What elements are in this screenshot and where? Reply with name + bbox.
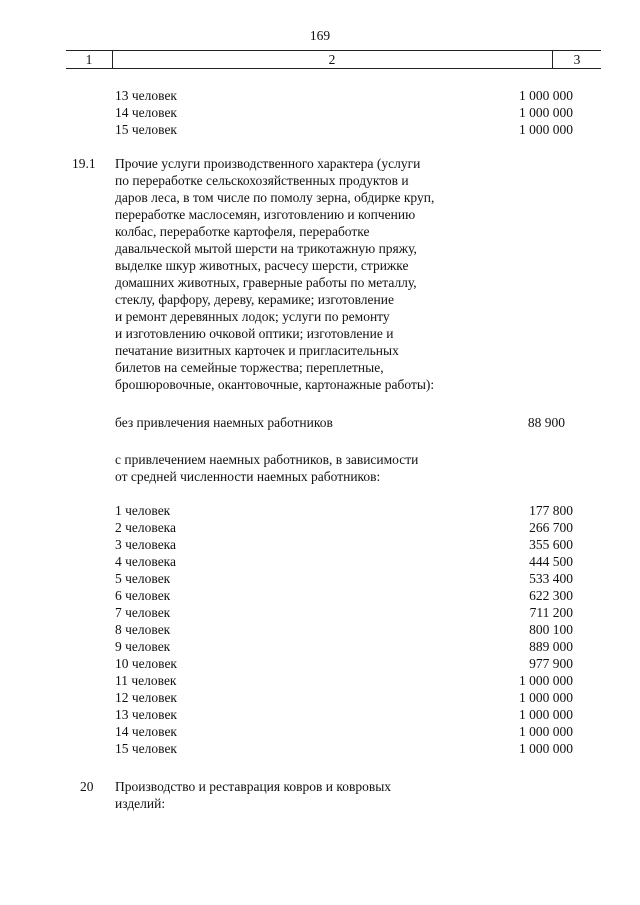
row-value: 266 700 bbox=[529, 520, 573, 535]
table-row bbox=[0, 706, 640, 723]
section-title-line: колбас, переработке картофеля, переработке bbox=[115, 224, 370, 239]
row-value: 1 000 000 bbox=[519, 741, 573, 756]
row-label: 10 человек bbox=[115, 656, 177, 671]
section-19-1-line bbox=[0, 189, 640, 206]
section-title-line: изделий: bbox=[115, 796, 166, 811]
row-label: 5 человек bbox=[115, 571, 171, 586]
row-label: 7 человек bbox=[115, 605, 171, 620]
row-value: 977 900 bbox=[529, 656, 573, 671]
section-19-1-line bbox=[0, 325, 640, 342]
section-title-line: по переработке сельскохозяйственных продуктов и bbox=[115, 173, 409, 188]
with-workers-line bbox=[0, 451, 640, 468]
row-label: 11 человек bbox=[115, 673, 177, 688]
section-title-line: даров леса, в том числе по помолу зерна, обдирке круп, bbox=[115, 190, 435, 205]
row-value: 1 000 000 bbox=[519, 88, 573, 103]
section-title-line: и ремонт деревянных лодок; услуги по ремонту bbox=[115, 309, 390, 324]
paragraph-line: с привлечением наемных работников, в зависимости bbox=[115, 452, 419, 467]
section-title-line: выделке шкур животных, расчесу шерсти, стрижке bbox=[115, 258, 409, 273]
row-value: 355 600 bbox=[529, 537, 573, 552]
row-label: 6 человек bbox=[115, 588, 171, 603]
row-label: 3 человека bbox=[115, 537, 177, 552]
section-19-1-line bbox=[0, 359, 640, 376]
row-label: 15 человек bbox=[115, 741, 177, 756]
row-label: 12 человек bbox=[115, 690, 177, 705]
section-number: 20 bbox=[80, 779, 94, 794]
section-title-line: билетов на семейные торжества; переплетные, bbox=[115, 360, 384, 375]
section-title-line: Производство и реставрация ковров и ковровых bbox=[115, 779, 392, 794]
row-value: 177 800 bbox=[529, 503, 573, 518]
row-value: 711 200 bbox=[529, 605, 573, 620]
table-row bbox=[0, 621, 640, 638]
section-19-1-line bbox=[0, 308, 640, 325]
row-label: 1 человек bbox=[115, 503, 171, 518]
row-label: 4 человека bbox=[115, 554, 177, 569]
table-row bbox=[0, 519, 640, 536]
row-value: 622 300 bbox=[529, 588, 573, 603]
row-label: 2 человека bbox=[115, 520, 177, 535]
section-20-line bbox=[0, 795, 640, 812]
table-header bbox=[66, 50, 601, 69]
section-19-1-line bbox=[0, 223, 640, 240]
row-value: 1 000 000 bbox=[519, 724, 573, 739]
row-value: 1 000 000 bbox=[519, 122, 573, 137]
with-workers-line bbox=[0, 468, 640, 485]
section-title-line: печатание визитных карточек и пригласительных bbox=[115, 343, 399, 358]
section-title-line: стеклу, фарфору, дереву, керамике; изготовление bbox=[115, 292, 394, 307]
table-row bbox=[0, 638, 640, 655]
section-19-1-line bbox=[0, 291, 640, 308]
row-label: 15 человек bbox=[115, 122, 177, 137]
table-row bbox=[0, 723, 640, 740]
row-value: 889 000 bbox=[529, 639, 573, 654]
row-value: 444 500 bbox=[529, 554, 573, 569]
table-row bbox=[0, 672, 640, 689]
section-19-1-line bbox=[0, 257, 640, 274]
row-value: 800 100 bbox=[529, 622, 573, 637]
section-19-1-line bbox=[0, 376, 640, 393]
table-row bbox=[0, 740, 640, 757]
row-label: 14 человек bbox=[115, 724, 177, 739]
table-row bbox=[0, 604, 640, 621]
section-19-1-line bbox=[0, 274, 640, 291]
table-row bbox=[0, 104, 640, 121]
page-number: 169 bbox=[309, 28, 331, 43]
table-row bbox=[0, 553, 640, 570]
table-row bbox=[0, 689, 640, 706]
row-label: 14 человек bbox=[115, 105, 177, 120]
row-label: без привлечения наемных работников bbox=[115, 415, 333, 430]
row-value: 1 000 000 bbox=[519, 690, 573, 705]
section-19-1-line bbox=[0, 172, 640, 189]
row-value: 1 000 000 bbox=[519, 105, 573, 120]
header-col-1: 1 bbox=[66, 51, 113, 68]
row-label: 8 человек bbox=[115, 622, 171, 637]
section-title-line: домашних животных, граверные работы по металлу, bbox=[115, 275, 417, 290]
table-row bbox=[0, 502, 640, 519]
row-value: 533 400 bbox=[529, 571, 573, 586]
section-19-1-line bbox=[0, 206, 640, 223]
section-19-1-line bbox=[0, 342, 640, 359]
table-row bbox=[0, 587, 640, 604]
section-19-1-line bbox=[0, 155, 640, 172]
row-label: 13 человек bbox=[115, 88, 177, 103]
section-19-1-line bbox=[0, 240, 640, 257]
paragraph-line: от средней численности наемных работников: bbox=[115, 469, 381, 484]
table-row-no-workers bbox=[0, 414, 640, 431]
row-value: 1 000 000 bbox=[519, 673, 573, 688]
row-value: 1 000 000 bbox=[519, 707, 573, 722]
section-number: 19.1 bbox=[72, 156, 96, 171]
table-row bbox=[0, 536, 640, 553]
row-value: 88 900 bbox=[527, 415, 565, 430]
header-col-3: 3 bbox=[573, 52, 581, 67]
table-row bbox=[0, 655, 640, 672]
table-row bbox=[0, 87, 640, 104]
row-label: 9 человек bbox=[115, 639, 171, 654]
header-col-2: 2 bbox=[112, 51, 553, 68]
table-row bbox=[0, 570, 640, 587]
section-title-line: и изготовлению очковой оптики; изготовление и bbox=[115, 326, 394, 341]
section-title-line: брошюровочные, окантовочные, картонажные работы): bbox=[115, 377, 435, 392]
table-row bbox=[0, 121, 640, 138]
section-title-line: переработке маслосемян, изготовлению и копчению bbox=[115, 207, 416, 222]
section-title-line: давальческой мытой шерсти на трикотажную пряжу, bbox=[115, 241, 417, 256]
section-20-line bbox=[0, 778, 640, 795]
section-title-line: Прочие услуги производственного характера (услуги bbox=[115, 156, 421, 171]
row-label: 13 человек bbox=[115, 707, 177, 722]
